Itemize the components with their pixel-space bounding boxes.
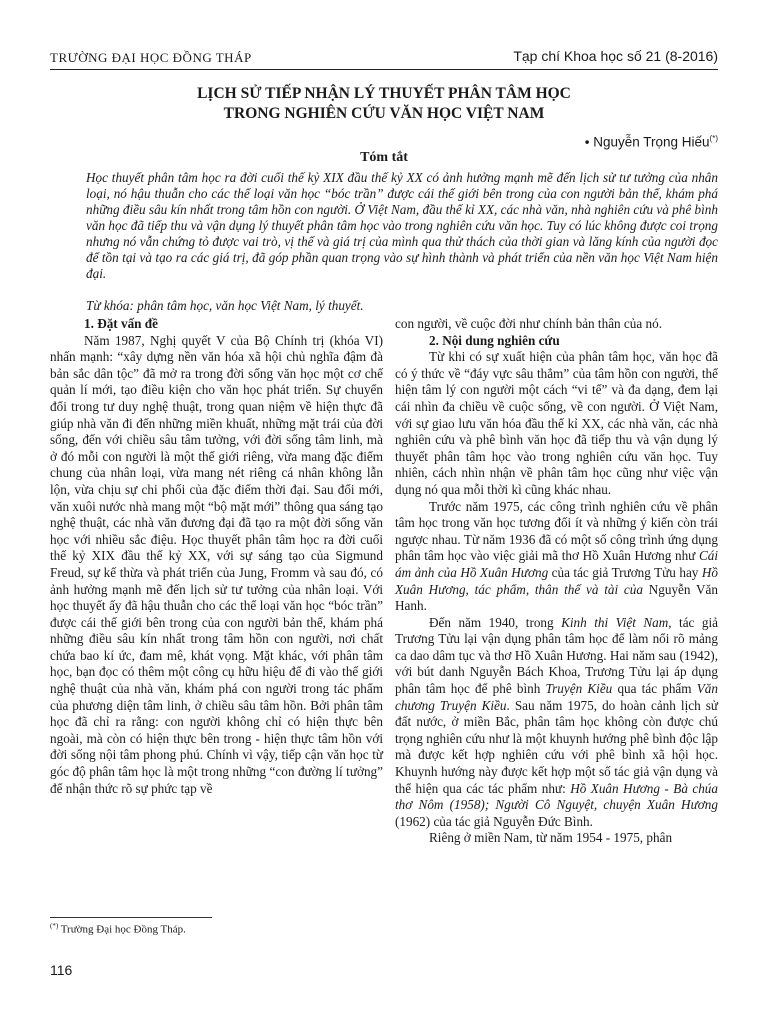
footnote [50, 922, 186, 936]
work-title: Truyện Kiều [545, 681, 613, 697]
abstract-text: Học thuyết phân tâm học ra đời cuối thế kỷ XIX đầu thế kỷ XX có ảnh hưởng mạnh mẽ đến lịch sử tư tưởng của nhân loại, nó hậu thuẫn cho các thể loại văn học “bóc trần” được cái thế giới bên trong của con người bản thể, khám phá những điều sâu kín nhất trong tâm hồn con người. Ở Việt Nam, đầu thế kỉ XX, các nhà văn, nhà nghiên cứu và phê bình văn học đã tiếp thu và vận dụng lý thuyết phân tâm học vào trong nghiên cứu văn học. Tuy có lúc không được coi trọng nhưng nó vẫn chứng tỏ được vai trò, vị thế và giá trị của mình qua thử thách của thời gian và lăng kính của người đọc để tồn tại và tạo ra các giá trị, đã góp phần quan trọng vào sự hình thành và phát triển của nền văn học Việt Nam hiện đại. [86, 170, 718, 281]
work-title: Văn chương Truyện Kiều [395, 681, 718, 713]
paragraph-continuation: con người, về cuộc đời như chính bản thân của nó. [395, 316, 663, 331]
text-run: của tác giả Trương Tửu hay [548, 564, 702, 580]
journal-header-issue: Tạp chí Khoa học số 21 (8-2016) [513, 48, 718, 64]
journal-header-institution: TRƯỜNG ĐẠI HỌC ĐỒNG THÁP [50, 50, 252, 65]
footnote-divider [50, 917, 212, 918]
text-run: , tác giả Trương Tửu lại vận dụng phân tâm học để làm nổi rõ mảng ca dao dâm tục và thơ Hồ Xuân Hương. Hai năm sau (1942), với bút danh Nguyễn Bách Khoa, Trương Tửu lại áp dụng phân tâm học để phê bình [395, 614, 718, 697]
section-heading-1: 1. Đặt vấn đề [84, 316, 158, 331]
text-run: (1962) của tác giả Nguyễn Đức Bình. [395, 813, 593, 829]
text-run: qua tác phẩm [612, 681, 697, 697]
title-line-2: TRONG NGHIÊN CỨU VĂN HỌC VIỆT NAM [223, 105, 545, 122]
footnote-text: Trường Đại học Đồng Tháp. [58, 923, 186, 936]
author-line [585, 134, 718, 150]
author-footnote-mark: (*) [709, 134, 718, 143]
keywords: Từ khóa: phân tâm học, văn học Việt Nam, lý thuyết. [86, 298, 364, 313]
article-title [0, 84, 768, 124]
page-number: 116 [50, 962, 73, 978]
abstract-body [86, 170, 718, 282]
work-title: Cái ám ảnh của Hồ Xuân Hương [395, 548, 718, 580]
right-column [395, 316, 718, 847]
work-title: Hồ Xuân Hương - Bà chúa thơ Nôm (1958); Người Cô Nguyệt, chuyện Xuân Hương [395, 780, 718, 813]
title-line-1: LỊCH SỬ TIẾP NHẬN LÝ THUYẾT PHÂN TÂM HỌC [197, 85, 571, 102]
paragraph: Năm 1987, Nghị quyết V của Bộ Chính trị (khóa VI) nhấn mạnh: “xây dựng nền văn hóa xã hội chủ nghĩa đậm đà bản sắc dân tộc” đã mở ra trong đời sống văn học một cơ chế quản lí mới, tạo điều kiện cho văn học phát triển. Sự chuyển đổi trong tư duy nghệ thuật, trong quan niệm về hiện thực đã giúp nhà văn đi đến những miền khuất, những mặt trái của đời sống, đến với chiều sâu tâm tưởng, với đời sống tâm linh, mà ở đó mỗi con người là một thế giới riêng, vừa mang đặc điểm chung của nhân loại, vừa mang nét riêng cá nhân không lẫn lộn, vừa chịu sự chi phối của đặc điểm thời đại. Sau đổi mới, văn xuôi nước nhà mang một “bộ mặt mới” thông qua sáng tạo nghệ thuật, các nhà văn đương đại đã tạo ra một đời sống văn học với nhiều sắc điệu. Học thuyết phân tâm học ra đời cuối thế kỷ XIX đầu thế kỷ XX, với sự sáng tạo của Sigmund Freud, sự kế thừa và phát triển của Jung, Fromm và sau đó, có ảnh hưởng mạnh mẽ đến lịch sử tư tưởng của nhân loại. Với học thuyết ấy đã hậu thuẫn cho các thể loại văn học “bóc trần” được cái thế giới bên trong của con người bản thể, khám phá những điều sâu kín nhất trong tâm hồn con người, nơi chất chứa bao kí ức, đam mê, khát vọng. Mặt khác, với phân tâm học, bạn đọc có thêm một công cụ hữu hiệu để đi vào thế giới nghệ thuật của nhà văn, khám phá con người trong tác phẩm của phương diện tâm linh, ở chiều sâu tâm hồn. Bởi phân tâm học đã chỉ ra rằng: con người không chỉ có hiện thực bên ngoài, mà còn có hiện thực bên trong - hiện thực tâm hồn với đời sống nội tâm phong phú. Chính vì vậy, tiếp cận văn học từ góc độ phân tâm học là một trong những “con đường lí tưởng” để nhận thức rõ sự phức tạp về [50, 332, 383, 796]
paragraph [395, 499, 718, 615]
text-run: Đến năm 1940, trong [429, 614, 562, 630]
text-run: Trước năm 1975, các công trình nghiên cứu về phân tâm học trong văn học tương đối ít và những ý kiến còn trái ngược nhau. Từ năm 1936 đã có một số công trình ứng dụng phân tâm học vào việc giải mã thơ Hồ Xuân Hương như [395, 498, 718, 564]
work-title: Kinh thi Việt Nam [561, 614, 669, 630]
author-name: Nguyễn Trọng Hiếu [593, 134, 710, 150]
paragraph: Từ khi có sự xuất hiện của phân tâm học, văn học đã có ý thức về “đáy vực sâu thẳm” của tâm hồn con người, thể hiện tâm lý con người một cách “vi tế” và đa dạng, đem lại cái nhìn đa chiều về cuộc sống, về con người. Ở Việt Nam, với sự giao lưu văn hóa đầu thế kỉ XX, các nhà văn, các nhà nghiên cứu và phê bình văn học đã tiếp thu và vận dụng lý thuyết phân tâm học vào trong nghiên cứu văn học. Tuy nhiên, cách nhìn nhận về phân tâm học cũng như việc vận dụng nó qua mỗi thời kì cũng khác nhau. [395, 349, 718, 497]
left-column [50, 316, 383, 797]
text-run: Nguyễn Văn Hanh. [395, 581, 719, 614]
author-bullet: • [584, 134, 590, 150]
abstract-heading: Tóm tắt [360, 150, 408, 165]
footnote-mark: (*) [50, 922, 59, 930]
header-divider [50, 69, 718, 70]
section-heading-2: 2. Nội dung nghiên cứu [429, 332, 560, 348]
paragraph: Riêng ở miền Nam, từ năm 1954 - 1975, phân [429, 830, 673, 846]
paragraph [395, 615, 718, 831]
work-title: Hồ Xuân Hương, tác phẩm, thân thế và tài của [395, 564, 718, 597]
text-run: . Sau năm 1975, do hoàn cảnh lịch sử đất nước, ở miền Bắc, phân tâm học không còn được chú trọng nghiên cứu như là một khuynh hướng phê bình độc lập mà được kết hợp nghiên cứu với phê bình xã hội học. Khuynh hướng này được kết hợp một số tác giả vận dụng và thể hiện qua các tác phẩm như: [395, 697, 718, 796]
